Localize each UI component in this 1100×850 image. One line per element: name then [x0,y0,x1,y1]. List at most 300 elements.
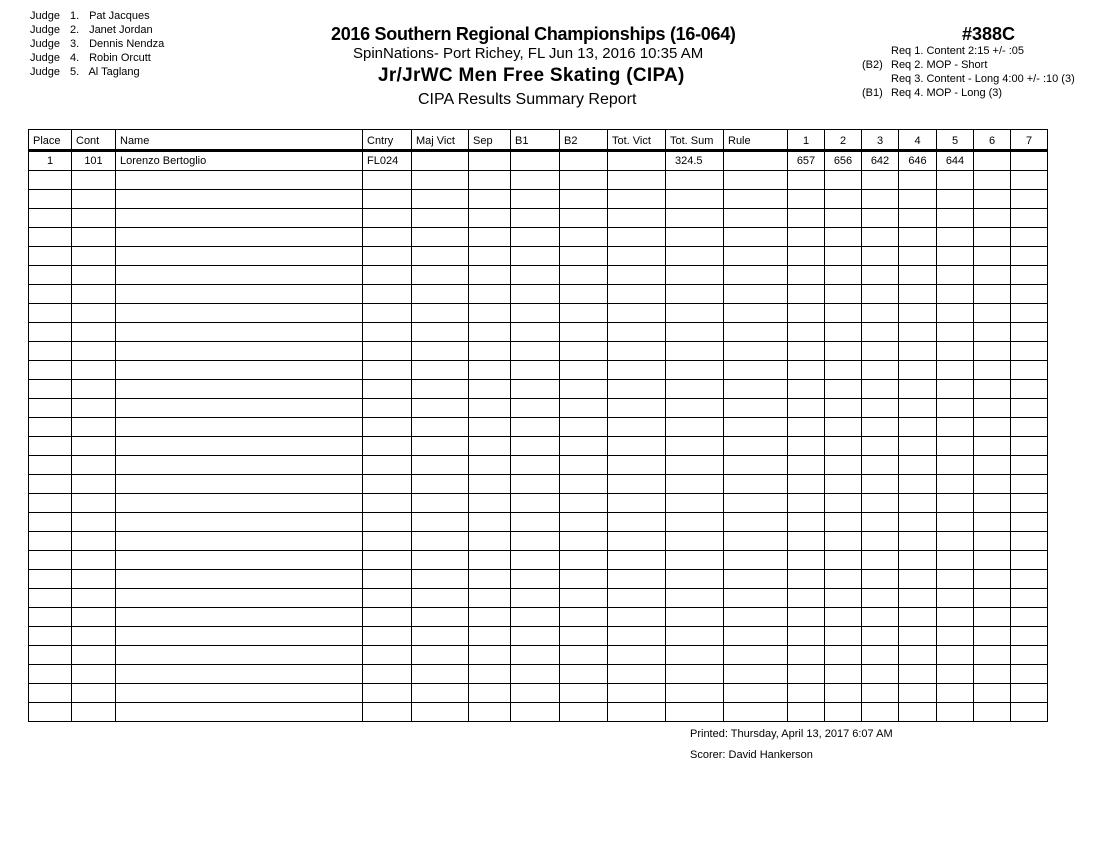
table-cell [862,570,899,589]
table-cell [560,304,608,323]
table-cell [608,361,666,380]
table-cell [666,190,724,209]
table-cell [469,361,511,380]
table-cell [899,532,937,551]
table-cell [788,437,825,456]
table-cell [899,589,937,608]
table-cell [862,494,899,513]
table-cell [511,494,560,513]
table-cell [788,589,825,608]
table-cell [724,494,788,513]
table-cell [862,304,899,323]
table-cell [724,304,788,323]
table-cell [469,342,511,361]
table-cell [511,399,560,418]
table-cell [72,171,116,190]
table-cell [511,570,560,589]
table-cell [937,627,974,646]
table-cell [666,361,724,380]
table-row [29,151,1048,171]
table-cell [116,323,363,342]
table-cell [412,703,469,722]
table-cell [608,285,666,304]
table-cell [825,532,862,551]
table-cell [788,513,825,532]
table-cell [724,703,788,722]
table-cell [608,646,666,665]
table-row [29,646,1048,665]
table-cell [29,608,72,627]
table-cell [937,456,974,475]
table-cell [666,703,724,722]
table-cell [116,171,363,190]
table-cell [116,361,363,380]
table-cell [469,646,511,665]
table-cell: Lorenzo Bertoglio [116,151,363,171]
table-cell [363,399,412,418]
table-cell [1011,646,1048,665]
table-cell [899,608,937,627]
table-cell [899,304,937,323]
table-cell [363,171,412,190]
table-row [29,342,1048,361]
table-cell [862,361,899,380]
table-cell [72,570,116,589]
table-cell [788,228,825,247]
table-cell [974,684,1011,703]
table-cell [724,247,788,266]
table-cell [666,399,724,418]
table-cell [412,532,469,551]
table-cell [825,285,862,304]
table-cell [469,285,511,304]
table-cell [974,151,1011,171]
table-cell [825,399,862,418]
table-cell [29,570,72,589]
table-cell: 642 [862,151,899,171]
table-cell [825,570,862,589]
table-cell [937,171,974,190]
table-cell [412,494,469,513]
table-cell [1011,627,1048,646]
table-cell [608,437,666,456]
table-cell [363,646,412,665]
table-cell [29,589,72,608]
table-cell [666,513,724,532]
table-cell [899,418,937,437]
table-cell [608,551,666,570]
column-header: 5 [937,130,974,151]
judge-2: Judge 2. Janet Jordan [30,24,153,36]
table-cell [1011,608,1048,627]
table-cell [363,494,412,513]
table-cell [29,475,72,494]
table-row [29,475,1048,494]
table-cell [560,323,608,342]
table-cell [29,532,72,551]
table-cell [412,418,469,437]
table-cell [825,703,862,722]
table-cell [899,627,937,646]
table-cell [724,589,788,608]
table-cell [937,532,974,551]
table-cell [363,209,412,228]
table-cell [29,684,72,703]
column-header: Rule [724,130,788,151]
table-cell [469,475,511,494]
table-cell [560,151,608,171]
table-cell [469,171,511,190]
table-cell [825,475,862,494]
table-cell [72,494,116,513]
table-cell [412,437,469,456]
table-cell [825,190,862,209]
table-cell: 646 [899,151,937,171]
table-cell [724,437,788,456]
table-cell [666,323,724,342]
table-cell: 101 [72,151,116,171]
table-cell [72,608,116,627]
table-cell [511,627,560,646]
table-cell [412,475,469,494]
table-cell [608,228,666,247]
table-cell [788,380,825,399]
table-cell [412,342,469,361]
event-number: #388C [962,24,1016,44]
column-header: Tot. Vict [608,130,666,151]
table-cell [788,665,825,684]
table-cell [862,589,899,608]
requirement-1: Req 1. Content 2:15 +/- :05 [891,45,1025,57]
table-cell [72,551,116,570]
table-row [29,190,1048,209]
table-cell [862,228,899,247]
table-cell [560,494,608,513]
table-cell [72,665,116,684]
table-cell [937,285,974,304]
table-cell [937,608,974,627]
column-header: Cntry [363,130,412,151]
requirement-2: (B2) Req 2. MOP - Short [862,59,988,71]
table-cell [825,323,862,342]
table-cell [363,437,412,456]
table-cell [862,684,899,703]
table-cell [899,247,937,266]
table-cell [469,570,511,589]
table-cell [363,456,412,475]
table-cell [363,684,412,703]
table-cell [937,494,974,513]
column-header: 2 [825,130,862,151]
table-row [29,627,1048,646]
table-row [29,228,1048,247]
table-cell [1011,532,1048,551]
table-cell [899,513,937,532]
table-cell [1011,551,1048,570]
table-cell [469,532,511,551]
table-cell [29,627,72,646]
table-cell [724,190,788,209]
table-cell [666,171,724,190]
table-cell [412,228,469,247]
table-cell [412,285,469,304]
table-cell [825,418,862,437]
table-cell [29,399,72,418]
table-cell [412,665,469,684]
table-cell [412,646,469,665]
table-cell [29,247,72,266]
table-cell [412,247,469,266]
table-cell [511,475,560,494]
table-cell [29,437,72,456]
table-cell [116,247,363,266]
table-cell [937,684,974,703]
table-cell [560,228,608,247]
column-header: 1 [788,130,825,151]
table-cell [666,646,724,665]
table-cell [974,494,1011,513]
requirements-list [862,44,1075,100]
table-cell [608,171,666,190]
table-cell [116,646,363,665]
table-cell [937,589,974,608]
table-cell [511,589,560,608]
table-cell [560,608,608,627]
printed-date: Printed: Thursday, April 13, 2017 6:07 AM [690,728,893,740]
table-cell [29,361,72,380]
table-cell [412,266,469,285]
table-cell [72,627,116,646]
table-cell [825,589,862,608]
table-cell [608,247,666,266]
table-cell [1011,437,1048,456]
table-cell [899,475,937,494]
table-cell [511,304,560,323]
table-cell [29,228,72,247]
column-header: Tot. Sum [666,130,724,151]
table-cell [412,209,469,228]
table-cell [511,646,560,665]
table-cell [116,437,363,456]
table-cell [608,703,666,722]
table-cell [116,532,363,551]
table-cell [412,380,469,399]
table-cell [608,456,666,475]
table-cell [608,665,666,684]
table-cell [560,418,608,437]
table-cell [608,151,666,171]
table-cell [511,684,560,703]
table-row [29,209,1048,228]
table-cell [788,361,825,380]
table-cell [469,456,511,475]
table-cell [788,494,825,513]
table-cell [1011,380,1048,399]
table-cell [116,418,363,437]
table-cell [825,266,862,285]
table-cell [72,342,116,361]
table-cell [469,228,511,247]
table-cell [666,418,724,437]
table-cell [511,418,560,437]
table-cell [363,247,412,266]
column-header: Place [29,130,72,151]
table-cell [862,247,899,266]
table-cell [116,589,363,608]
table-cell [974,456,1011,475]
table-cell [937,570,974,589]
table-cell [1011,247,1048,266]
table-cell [899,209,937,228]
table-cell [412,361,469,380]
table-cell [825,494,862,513]
table-row [29,494,1048,513]
table-cell [608,209,666,228]
table-cell [412,627,469,646]
table-cell [862,475,899,494]
table-cell [862,665,899,684]
table-cell [974,285,1011,304]
table-cell [937,209,974,228]
table-cell [974,342,1011,361]
table-cell [825,342,862,361]
table-cell [72,475,116,494]
table-cell [862,418,899,437]
table-cell [116,494,363,513]
table-cell [560,532,608,551]
table-cell [937,475,974,494]
table-cell [412,570,469,589]
table-cell [412,399,469,418]
table-cell [862,627,899,646]
table-cell [788,266,825,285]
table-cell [469,589,511,608]
table-cell [724,399,788,418]
table-cell [560,589,608,608]
table-row [29,608,1048,627]
table-cell [363,228,412,247]
table-cell [788,551,825,570]
table-cell [560,399,608,418]
table-cell [724,266,788,285]
table-cell [974,323,1011,342]
table-cell [608,627,666,646]
table-cell [29,171,72,190]
table-cell [724,513,788,532]
table-cell [116,456,363,475]
table-cell [72,703,116,722]
table-cell [1011,494,1048,513]
table-cell [412,589,469,608]
table-cell [899,570,937,589]
table-cell [469,703,511,722]
table-cell [363,475,412,494]
table-cell [1011,266,1048,285]
table-cell [825,456,862,475]
table-cell [116,380,363,399]
table-cell [511,532,560,551]
table-cell [788,570,825,589]
table-cell [862,646,899,665]
table-cell [666,570,724,589]
table-cell [72,532,116,551]
table-cell [560,342,608,361]
table-cell [666,551,724,570]
table-cell [724,456,788,475]
table-cell [788,418,825,437]
table-cell [974,418,1011,437]
table-cell [608,380,666,399]
table-cell [560,665,608,684]
table-cell [862,342,899,361]
table-cell [899,684,937,703]
table-cell [1011,361,1048,380]
table-cell [116,285,363,304]
judge-1: Judge 1. Pat Jacques [30,10,150,22]
table-cell [974,627,1011,646]
table-cell [469,551,511,570]
table-cell [666,304,724,323]
table-cell [608,570,666,589]
table-cell [1011,304,1048,323]
judge-4: Judge 4. Robin Orcutt [30,52,151,64]
location-date: SpinNations- Port Richey, FL Jun 13, 2016 10:35 AM [353,45,704,62]
table-cell [788,285,825,304]
requirement-3: Req 3. Content - Long 4:00 +/- :10 (3) [891,73,1075,85]
table-cell [363,608,412,627]
table-cell [29,418,72,437]
table-cell [511,228,560,247]
table-cell [1011,665,1048,684]
table-cell [788,171,825,190]
table-cell [724,532,788,551]
table-cell [974,266,1011,285]
table-cell [899,399,937,418]
table-cell [116,228,363,247]
table-cell [511,151,560,171]
table-cell [1011,589,1048,608]
table-cell [666,608,724,627]
table-cell [724,285,788,304]
table-cell [862,190,899,209]
table-cell [29,456,72,475]
table-cell [29,551,72,570]
report-title: CIPA Results Summary Report [418,91,637,108]
table-cell [825,228,862,247]
table-cell [116,475,363,494]
table-cell [825,646,862,665]
table-cell [937,304,974,323]
column-header: Sep [469,130,511,151]
table-cell [974,361,1011,380]
table-cell [412,151,469,171]
requirement-4: (B1) Req 4. MOP - Long (3) [862,87,1003,99]
table-cell [608,494,666,513]
table-cell [825,513,862,532]
table-cell [72,418,116,437]
judge-5: Judge 5. Al Taglang [30,66,140,78]
table-cell [560,190,608,209]
table-cell [412,323,469,342]
table-cell [72,380,116,399]
table-cell [974,608,1011,627]
table-cell [511,209,560,228]
table-cell [72,304,116,323]
table-cell [788,608,825,627]
table-row [29,532,1048,551]
table-cell [937,266,974,285]
table-cell [1011,684,1048,703]
